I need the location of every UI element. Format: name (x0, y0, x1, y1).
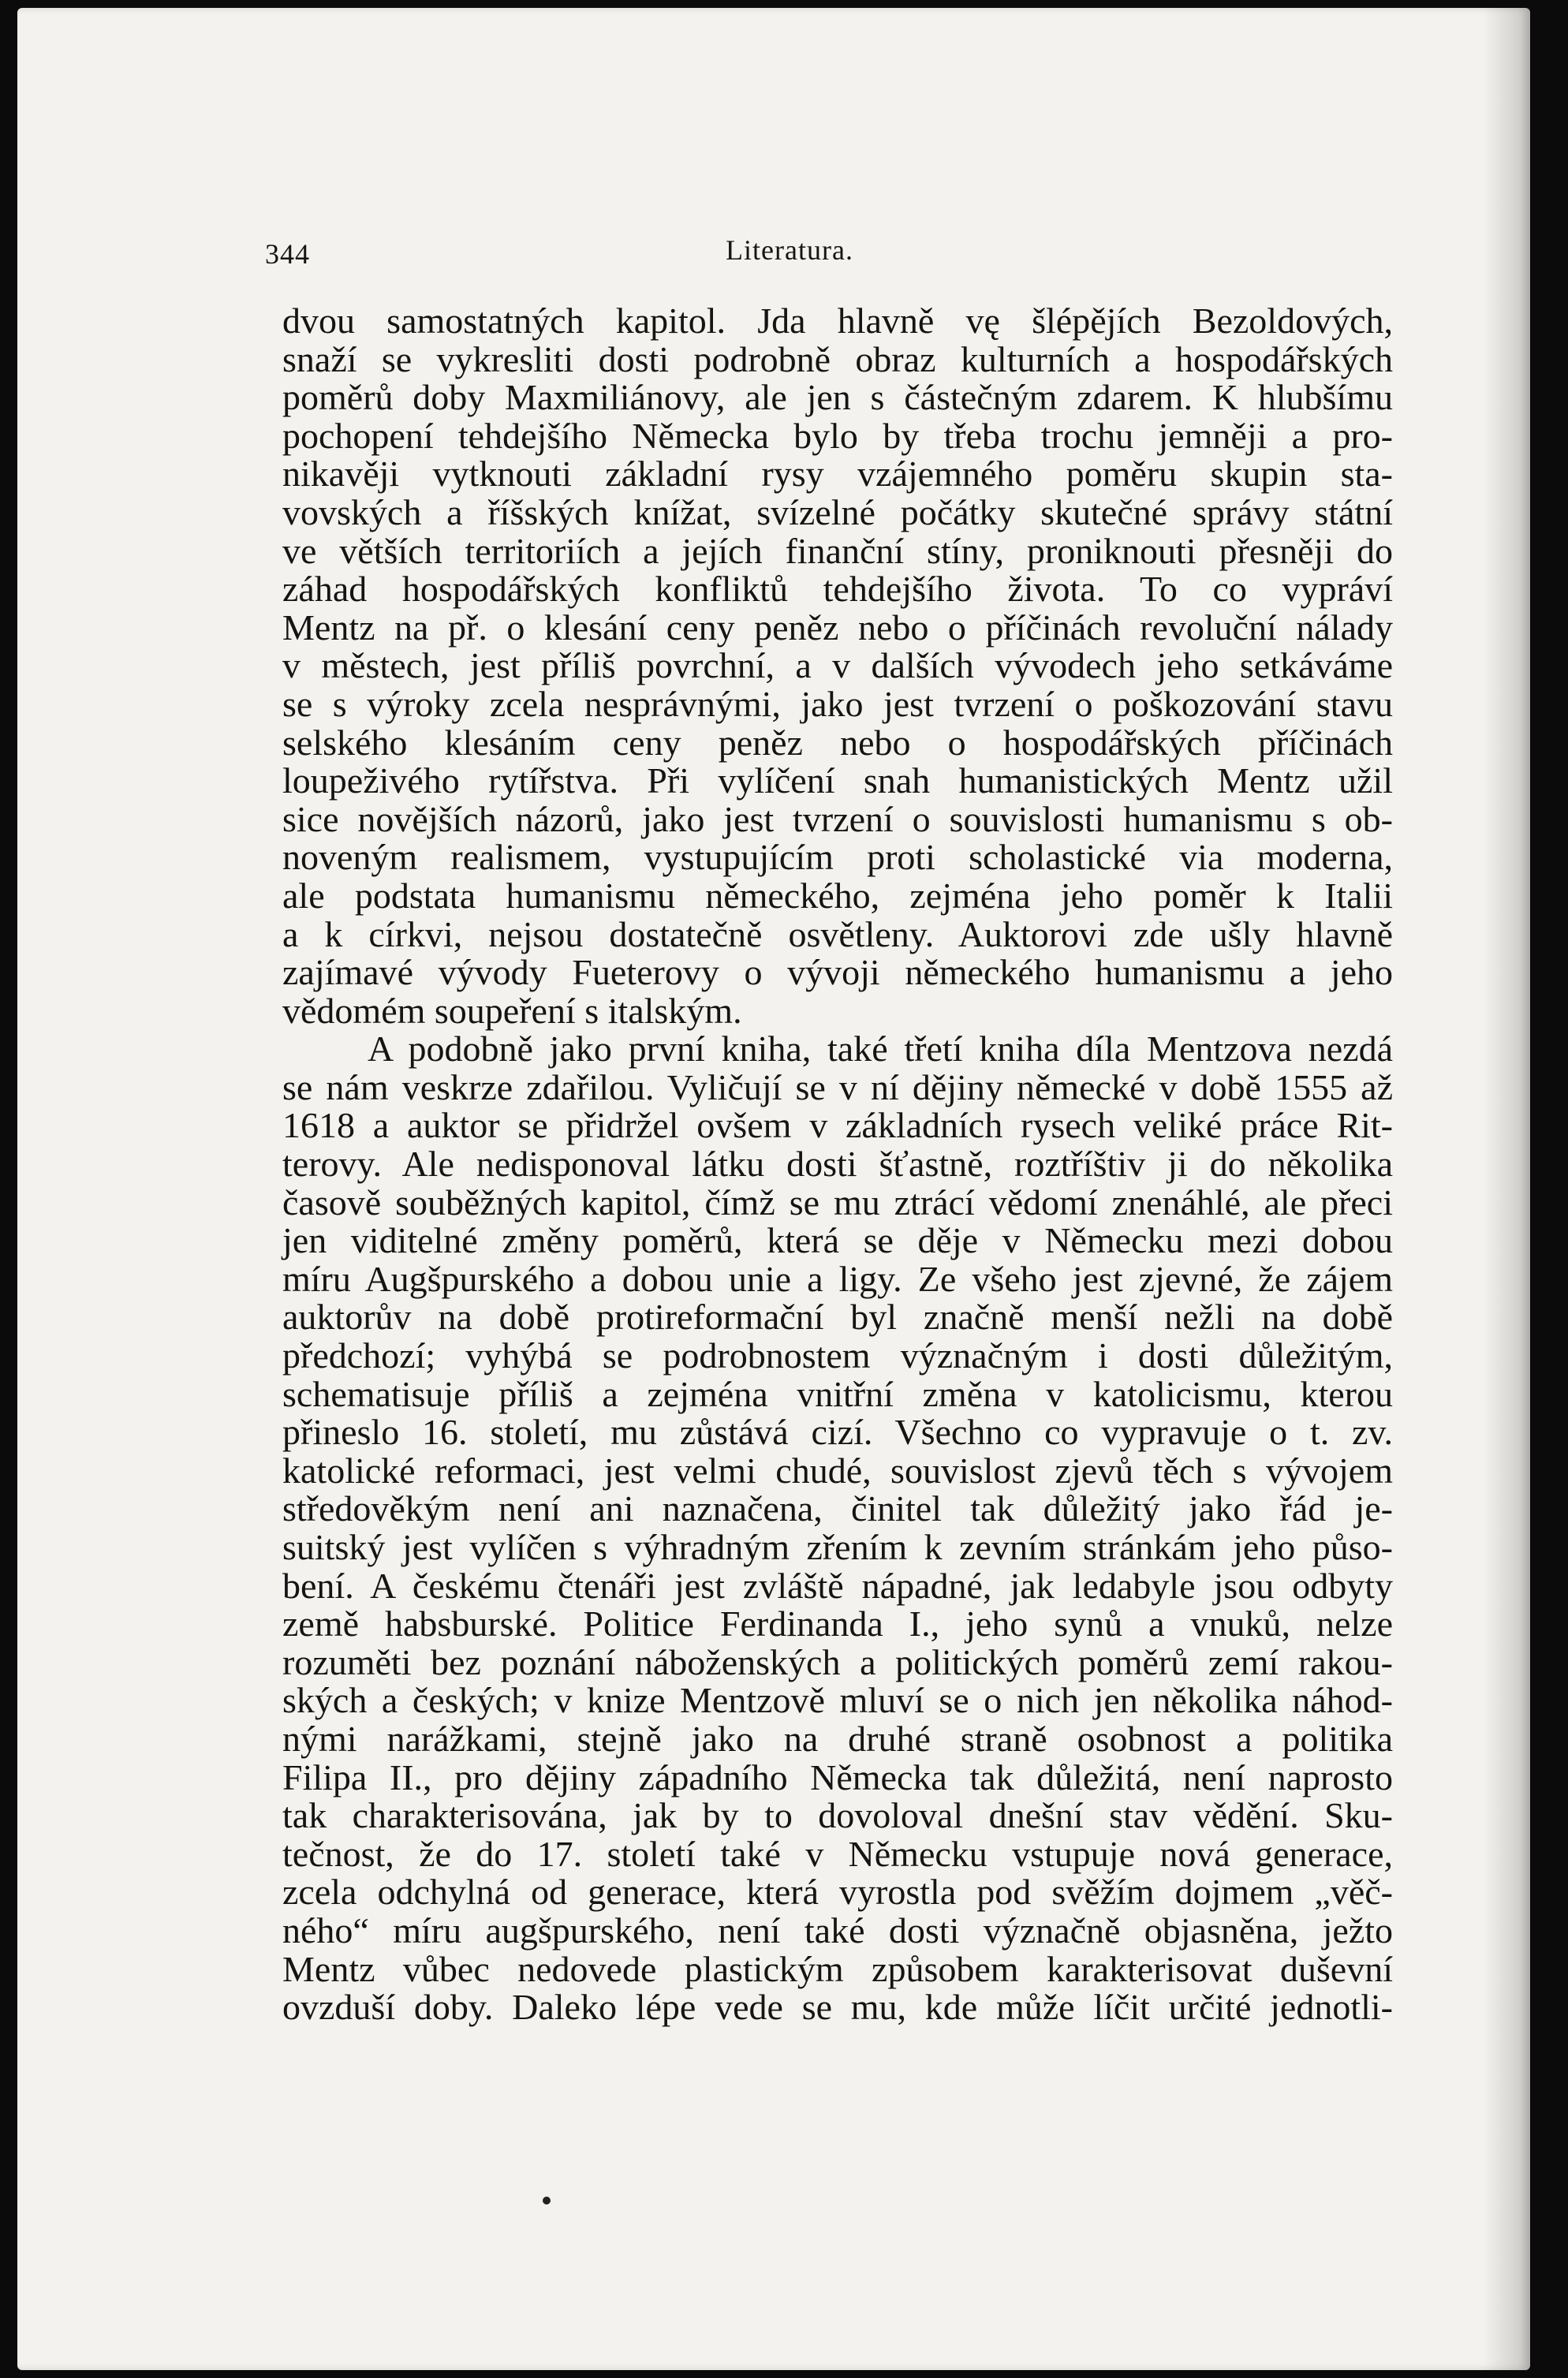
text-line: A podobně jako první kniha, také třetí kniha díla Mentzova nezdá (368, 1028, 1393, 1070)
text-line: jen viditelné změny poměrů, která se děje v Německu mezi dobou (282, 1220, 1393, 1261)
text-line: suitský jest vylíčen s výhradným zřením k zevním stránkám jeho půso- (282, 1527, 1393, 1567)
text-line: zcela odchylná od generace, která vyrostla pod svěžím dojmem „věč- (282, 1872, 1393, 1913)
paragraph (282, 1030, 1393, 2026)
text-line: terovy. Ale nedisponoval látku dosti šťastně, roztříštiv ji do několika (282, 1144, 1393, 1185)
text-line: přineslo 16. století, mu zůstává cizí. Všechno co vypravuje o t. zv. (282, 1412, 1393, 1453)
text-line: středověkým není ani naznačena, činitel tak důležitý jako řád je- (282, 1488, 1393, 1529)
text-line: vovských a říšských knížat, svízelné počátky skutečné správy státní (282, 491, 1393, 532)
text-line: nými narážkami, stejně jako na druhé straně osobnost a politika (282, 1718, 1393, 1759)
text-line: 1618 a auktor se přidržel ovšem v základních rysech veliké práce Rit- (282, 1105, 1393, 1146)
running-head: Literatura. (726, 234, 853, 266)
text-line: schematisuje příliš a zejména vnitřní změna v katolicismu, kterou (282, 1373, 1393, 1414)
text-line: Mentz vůbec nedovede plastickým způsobem karakterisovat duševní (282, 1948, 1393, 1989)
text-line: se nám veskrze zdařilou. Vyličují se v ní dějiny německé v době 1555 až (282, 1066, 1393, 1107)
text-line: katolické reformaci, jest velmi chudé, souvislost zjevů těch s vývojem (282, 1450, 1393, 1491)
text-line: ovzduší doby. Daleko lépe vede se mu, kde může líčit určité jednotli- (282, 1987, 1393, 2028)
text-line: ného“ míru augšpurského, není také dosti význačně objasněna, ježto (282, 1909, 1393, 1951)
text-line: pochopení tehdejšího Německa bylo by třeba trochu jemněji a pro- (282, 415, 1393, 456)
text-line: rozuměti bez poznání náboženských a politických poměrů zemí rakou- (282, 1641, 1393, 1682)
text-line: auktorův na době protireformační byl značně menší nežli na době (282, 1297, 1393, 1338)
text-line: bení. A českému čtenáři jest zvláště nápadné, jak ledabyle jsou odbyty (282, 1565, 1393, 1606)
text-line: ských a českých; v knize Mentzově mluví se o nich jen několika náhod- (282, 1680, 1393, 1721)
text-line: ve větších territoriích a jejích finanční stíny, proniknouti přesněji do (282, 530, 1393, 571)
text-line: selského klesáním ceny peněz nebo o hospodářských příčinách (282, 722, 1393, 763)
text-line: zajímavé vývody Fueterovy o vývoji německého humanismu a jeho (282, 952, 1393, 993)
page-header (17, 230, 1530, 278)
text-line: ale podstata humanismu německého, zejména jeho poměr k Italii (282, 875, 1393, 916)
page-number: 344 (265, 238, 310, 270)
text-line: tak charakterisována, jak by to dovoloval dnešní stav vědění. Sku- (282, 1795, 1393, 1836)
text-line: časově souběžných kapitol, čímž se mu ztrácí vědomí znenáhlé, ale přeci (282, 1182, 1393, 1223)
text-line: Mentz na př. o klesání ceny peněz nebo o příčinách revoluční nálady (282, 607, 1393, 648)
text-line: míru Augšpurského a dobou unie a ligy. Ze všeho jest zjevné, že zájem (282, 1258, 1393, 1299)
text-line: poměrů doby Maxmiliánovy, ale jen s částečným zdarem. K hlubšímu (282, 377, 1393, 418)
book-page (17, 8, 1530, 2370)
text-line: sice novějších názorů, jako jest tvrzení o souvislosti humanismu s ob- (282, 798, 1393, 839)
text-line: dvou samostatných kapitol. Jda hlavně vę šlépějích Bezoldových, (282, 301, 1393, 341)
text-line: Filipa II., pro dějiny západního Německa tak důležitá, není naprosto (282, 1756, 1393, 1797)
text-line: předchozí; vyhýbá se podrobnostem význačným i dosti důležitým, (282, 1335, 1393, 1376)
text-line: tečnost, že do 17. století také v Německu vstupuje nová generace, (282, 1833, 1393, 1874)
ink-speck (543, 2197, 551, 2204)
text-line: vědomém soupeření s italským. (282, 990, 742, 1031)
text-line: a k církvi, nejsou dostatečně osvětleny. Auktorovi zde ušly hlavně (282, 913, 1393, 954)
text-line: snaží se vykresliti dosti podrobně obraz kulturních a hospodářských (282, 338, 1393, 379)
text-line: v městech, jest příliš povrchní, a v dalších vývodech jeho setkáváme (282, 645, 1393, 686)
text-line: loupeživého rytířstva. Při vylíčení snah humanistických Mentz užil (282, 760, 1393, 801)
text-line: se s výroky zcela nesprávnými, jako jest tvrzení o poškozování stavu (282, 683, 1393, 724)
body-text (282, 302, 1393, 2027)
paragraph (282, 302, 1393, 1030)
text-line: země habsburské. Politice Ferdinanda I., jeho synů a vnuků, nelze (282, 1603, 1393, 1644)
text-line: nikavěji vytknouti základní rysy vzájemného poměru skupin sta- (282, 454, 1393, 495)
text-line: záhad hospodářských konfliktů tehdejšího života. To co vypráví (282, 569, 1393, 610)
text-line: noveným realismem, vystupujícím proti scholastické via moderna, (282, 837, 1393, 878)
page-edge-shadow (1483, 8, 1530, 2370)
